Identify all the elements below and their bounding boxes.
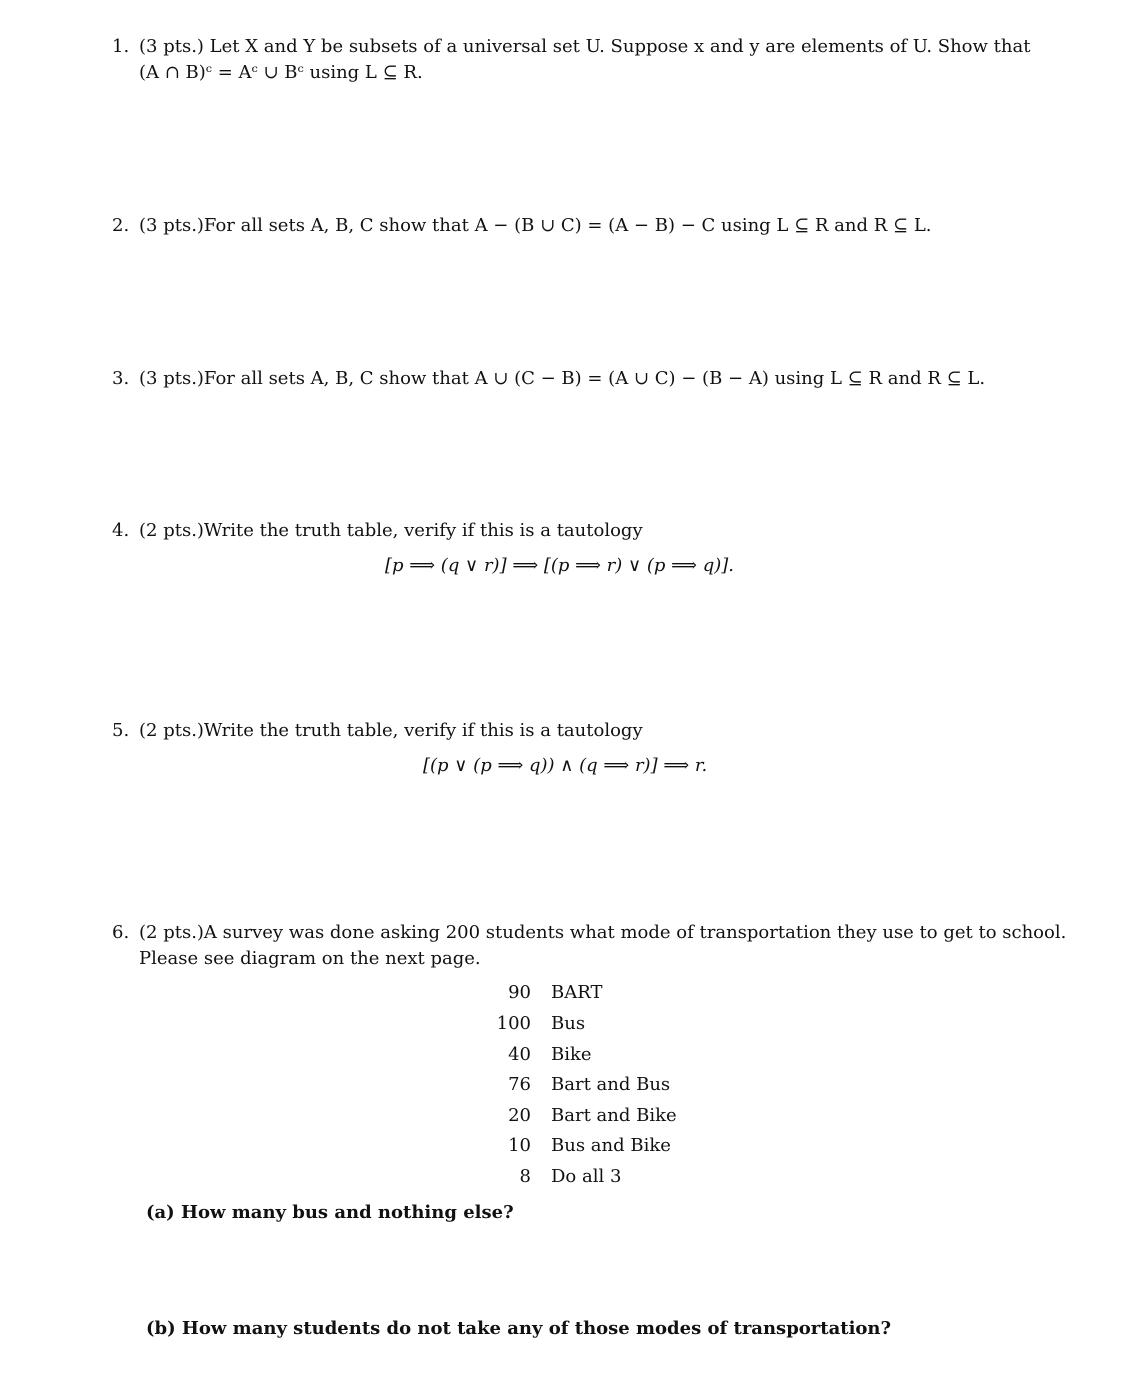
survey-count: 90 [508,982,531,1003]
question-text-continued: (A ∩ B)ᶜ = Aᶜ ∪ Bᶜ using L ⊆ R. [139,62,423,83]
survey-count: 100 [496,1013,531,1034]
question-6 [112,920,1072,972]
survey-row [495,1040,592,1070]
question-number: 3. [112,368,130,389]
question-number: 1. [112,36,130,57]
survey-label: Bus and Bike [551,1135,671,1156]
question-number: 5. [112,720,130,741]
survey-label: Do all 3 [551,1166,622,1187]
question-2 [112,213,1072,239]
question-text: (3 pts.) Let X and Y be subsets of a universal set U. Suppose x and y are elements of U. Show that [139,36,1031,57]
question-number: 6. [112,922,130,943]
question-6-part-b: (b) How many students do not take any of those modes of transportation? [146,1318,892,1339]
survey-count: 76 [508,1074,531,1095]
question-text: (3 pts.)For all sets A, B, C show that A ∪ (C − B) = (A ∪ C) − (B − A) using L ⊆ R and R ⊆ L. [139,368,986,389]
question-5 [112,718,1072,744]
survey-label: Bart and Bike [551,1105,677,1126]
question-text: (2 pts.)Write the truth table, verify if this is a tautology [139,720,643,741]
formula-4: [p ⟹ (q ∨ r)] ⟹ [(p ⟹ r) ∨ (p ⟹ q)]. [385,555,734,576]
question-number: 2. [112,215,130,236]
survey-row [495,1009,585,1039]
survey-row [495,1162,621,1192]
survey-label: BART [551,982,603,1003]
question-4 [112,518,1072,544]
survey-row [495,978,602,1008]
survey-label: Bus [551,1013,586,1034]
formula-5: [(p ∨ (p ⟹ q)) ∧ (q ⟹ r)] ⟹ r. [423,755,708,776]
question-1 [112,34,1072,86]
question-text: (2 pts.)A survey was done asking 200 students what mode of transportation they use to get to school. [139,922,1067,943]
survey-label: Bike [551,1044,592,1065]
survey-count: 40 [508,1044,531,1065]
question-3 [112,366,1072,392]
survey-row [495,1070,670,1100]
survey-row [495,1101,677,1131]
question-6-part-a: (a) How many bus and nothing else? [146,1202,514,1223]
survey-count: 8 [519,1166,531,1187]
question-text-continued: Please see diagram on the next page. [139,948,481,969]
survey-label: Bart and Bus [551,1074,671,1095]
question-text: (3 pts.)For all sets A, B, C show that A − (B ∪ C) = (A − B) − C using L ⊆ R and R ⊆ L. [139,215,932,236]
survey-row [495,1131,671,1161]
survey-count: 10 [508,1135,531,1156]
question-text: (2 pts.)Write the truth table, verify if this is a tautology [139,520,643,541]
survey-count: 20 [508,1105,531,1126]
question-number: 4. [112,520,130,541]
